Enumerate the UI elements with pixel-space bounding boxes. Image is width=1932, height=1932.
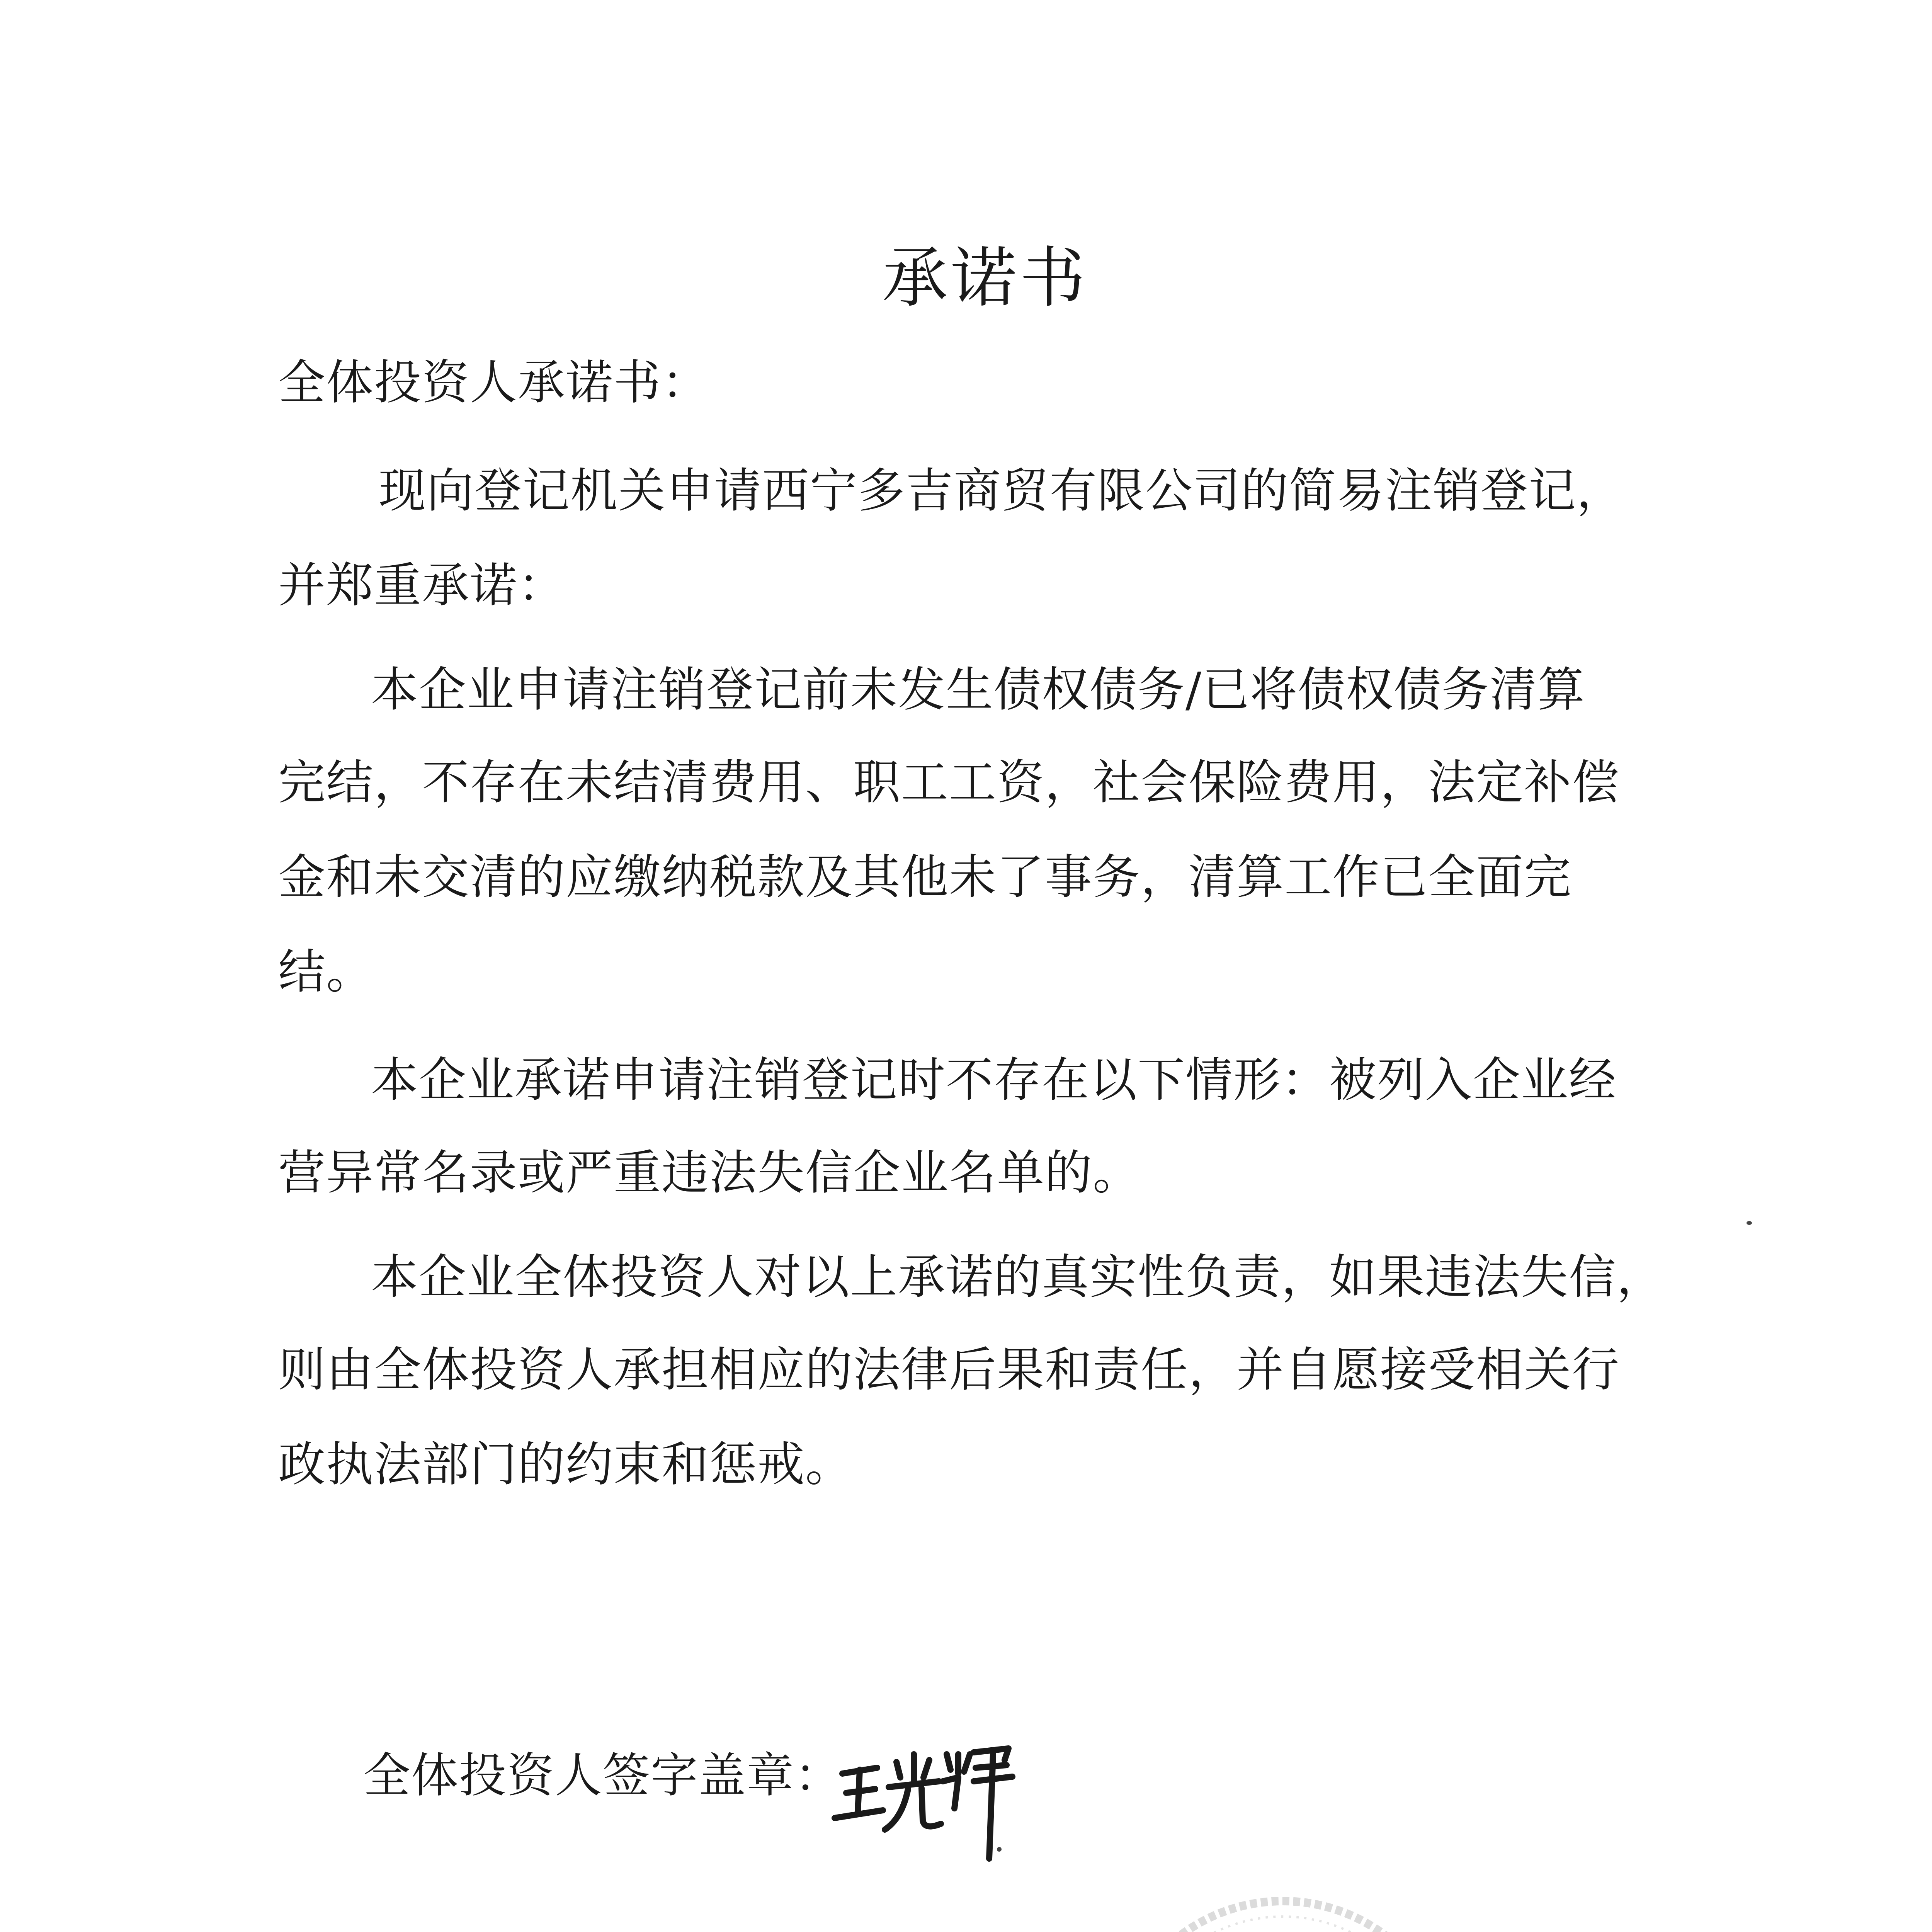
handwritten-signature [831, 1731, 1024, 1870]
paragraph-2-line-3: 金和未交清的应缴纳税款及其他未了事务，清算工作已全面完 [278, 850, 1572, 905]
paragraph-4-line-3: 政执法部门的约束和惩戒。 [278, 1437, 853, 1492]
paragraph-3-line-2: 营异常名录或严重违法失信企业名单的。 [278, 1145, 1141, 1200]
scan-speck [997, 1847, 1002, 1852]
paragraph-1-line-1: 现向登记机关申请西宁多吉商贸有限公司的简易注销登记， [379, 463, 1624, 518]
paragraph-2-line-2: 完结，不存在未结清费用、职工工资，社会保险费用，法定补偿 [278, 755, 1620, 810]
paragraph-3-line-1: 本企业承诺申请注销登记时不存在以下情形：被列入企业经 [371, 1053, 1617, 1107]
scan-speck [1747, 1221, 1752, 1225]
paragraph-4-line-2: 则由全体投资人承担相应的法律后果和责任，并自愿接受相关行 [278, 1342, 1620, 1397]
paragraph-2-line-4: 结。 [278, 944, 374, 999]
document-title: 承诺书 [882, 240, 1088, 316]
salutation: 全体投资人承诺书： [278, 355, 709, 410]
company-seal [1097, 1886, 1468, 1932]
paragraph-2-line-1: 本企业申请注销登记前未发生债权债务/已将债权债务清算 [371, 662, 1586, 717]
signature-label: 全体投资人签字盖章： [363, 1748, 842, 1803]
paragraph-4-line-1: 本企业全体投资人对以上承诺的真实性负责，如果违法失信， [371, 1250, 1665, 1304]
paragraph-1-line-2: 并郑重承诺： [278, 558, 566, 613]
